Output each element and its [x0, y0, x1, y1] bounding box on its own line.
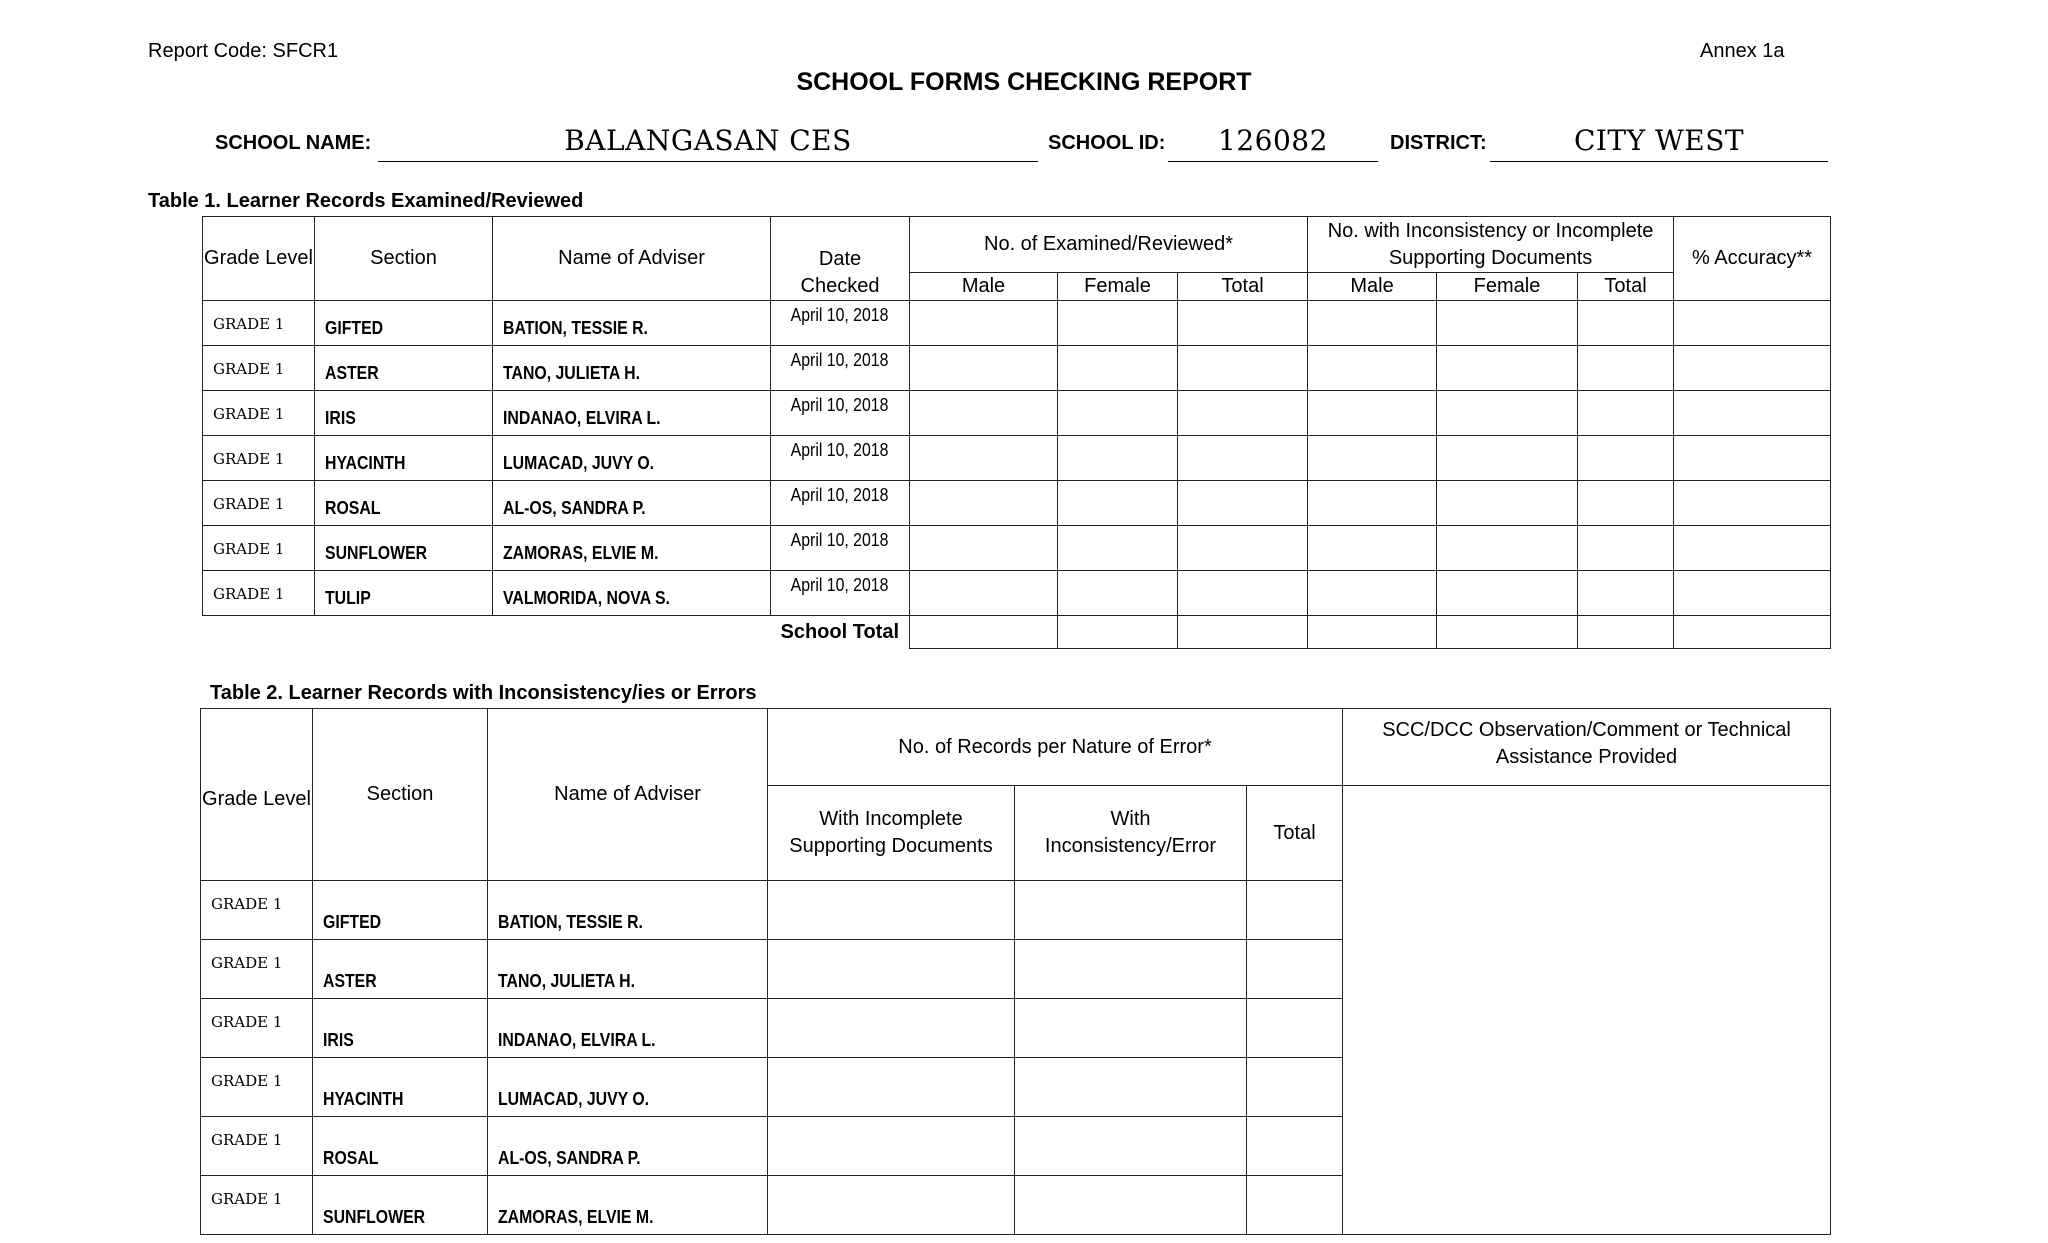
- empty-cell: [1674, 616, 1831, 649]
- empty-cell: [1308, 526, 1437, 571]
- table-row: [203, 481, 1831, 526]
- empty-cell: [1247, 999, 1343, 1058]
- empty-cell: [1578, 391, 1674, 436]
- adviser-cell: INDANAO, ELVIRA L.: [488, 999, 768, 1058]
- empty-cell: [1247, 881, 1343, 940]
- t2-header-inconsistency: With Inconsistency/Error: [1015, 786, 1247, 881]
- empty-cell: [910, 481, 1058, 526]
- empty-cell: [1178, 301, 1308, 346]
- adviser-cell: VALMORIDA, NOVA S.: [493, 571, 771, 616]
- empty-cell: [1308, 301, 1437, 346]
- table-row: [203, 571, 1831, 616]
- adviser-cell: INDANAO, ELVIRA L.: [493, 391, 771, 436]
- section-cell: GIFTED: [313, 881, 488, 940]
- table2-records-with-errors: [200, 708, 1831, 1235]
- empty-cell: [1058, 436, 1178, 481]
- empty-cell: [768, 999, 1015, 1058]
- adviser-cell: LUMACAD, JUVY O.: [493, 436, 771, 481]
- empty-cell: [1674, 391, 1831, 436]
- empty-cell: [1058, 481, 1178, 526]
- empty-cell: [910, 571, 1058, 616]
- date-cell: April 10, 2018: [771, 481, 910, 526]
- t1-header-accuracy: % Accuracy**: [1674, 217, 1831, 301]
- empty-cell: [1015, 940, 1247, 999]
- grade-cell: GRADE 1: [203, 571, 315, 616]
- empty-cell: [1437, 526, 1578, 571]
- adviser-cell: AL-OS, SANDRA P.: [493, 481, 771, 526]
- school-id-value: 126082: [1168, 124, 1378, 162]
- empty-cell: [1674, 481, 1831, 526]
- empty-cell: [1015, 1176, 1247, 1235]
- grade-cell: GRADE 1: [203, 346, 315, 391]
- empty-cell: [768, 1058, 1015, 1117]
- grade-cell: GRADE 1: [201, 999, 313, 1058]
- table-row: [203, 346, 1831, 391]
- t1-header-date-checked: Date Checked: [771, 217, 910, 301]
- district-value: CITY WEST: [1490, 124, 1828, 162]
- t2-header-observation: SCC/DCC Observation/Comment or Technical Assistance Provided: [1343, 709, 1831, 786]
- adviser-cell: BATION, TESSIE R.: [493, 301, 771, 346]
- empty-cell: [1437, 436, 1578, 481]
- empty-cell: [1308, 481, 1437, 526]
- empty-cell: [493, 616, 771, 649]
- empty-cell: [1178, 616, 1308, 649]
- empty-cell: [1247, 1117, 1343, 1176]
- section-cell: TULIP: [315, 571, 493, 616]
- t2-header-incomplete: With Incomplete Supporting Documents: [768, 786, 1015, 881]
- empty-cell: [1578, 481, 1674, 526]
- empty-cell: [1178, 571, 1308, 616]
- date-cell: April 10, 2018: [771, 526, 910, 571]
- section-cell: IRIS: [315, 391, 493, 436]
- table-row: [203, 391, 1831, 436]
- empty-cell: [1308, 571, 1437, 616]
- date-cell: April 10, 2018: [771, 436, 910, 481]
- empty-cell: [1674, 301, 1831, 346]
- t2-header-grade-level: Grade Level: [201, 709, 313, 881]
- empty-cell: [1437, 571, 1578, 616]
- table1-learner-records: [202, 216, 1831, 649]
- empty-cell: [1178, 481, 1308, 526]
- adviser-cell: BATION, TESSIE R.: [488, 881, 768, 940]
- empty-cell: [1058, 616, 1178, 649]
- section-cell: ROSAL: [313, 1117, 488, 1176]
- empty-cell: [910, 526, 1058, 571]
- adviser-cell: ZAMORAS, ELVIE M.: [488, 1176, 768, 1235]
- adviser-cell: LUMACAD, JUVY O.: [488, 1058, 768, 1117]
- empty-cell: [1437, 301, 1578, 346]
- t1-header-inconsistency: No. with Inconsistency or Incomplete Supporting Documents: [1308, 217, 1674, 273]
- t1-header-male: Male: [910, 273, 1058, 301]
- t1-header-adviser: Name of Adviser: [493, 217, 771, 301]
- school-id-label: SCHOOL ID:: [1048, 132, 1166, 154]
- t1-header-female: Female: [1437, 273, 1578, 301]
- empty-cell: [1015, 999, 1247, 1058]
- table2-caption: Table 2. Learner Records with Inconsistency/ies or Errors: [210, 682, 757, 704]
- empty-cell: [1058, 346, 1178, 391]
- table-row: [203, 436, 1831, 481]
- section-cell: HYACINTH: [315, 436, 493, 481]
- t1-header-examined: No. of Examined/Reviewed*: [910, 217, 1308, 273]
- school-total-row: [203, 616, 1831, 649]
- adviser-cell: TANO, JULIETA H.: [488, 940, 768, 999]
- report-code: Report Code: SFCR1: [148, 40, 339, 62]
- t1-header-female: Female: [1058, 273, 1178, 301]
- section-cell: HYACINTH: [313, 1058, 488, 1117]
- empty-cell: [1437, 346, 1578, 391]
- empty-cell: [1308, 436, 1437, 481]
- grade-cell: GRADE 1: [203, 391, 315, 436]
- empty-cell: [768, 940, 1015, 999]
- empty-cell: [1015, 1058, 1247, 1117]
- empty-cell: [768, 881, 1015, 940]
- empty-cell: [910, 301, 1058, 346]
- table1-caption: Table 1. Learner Records Examined/Reviewed: [148, 190, 584, 212]
- district-label: DISTRICT:: [1390, 132, 1487, 154]
- empty-cell: [1058, 526, 1178, 571]
- section-cell: ASTER: [315, 346, 493, 391]
- empty-cell: [1674, 571, 1831, 616]
- empty-cell: [1015, 1117, 1247, 1176]
- empty-cell: [1437, 391, 1578, 436]
- observation-area: [1343, 786, 1831, 1235]
- grade-cell: GRADE 1: [203, 301, 315, 346]
- grade-cell: GRADE 1: [201, 1176, 313, 1235]
- empty-cell: [1578, 436, 1674, 481]
- empty-cell: [1015, 881, 1247, 940]
- section-cell: SUNFLOWER: [313, 1176, 488, 1235]
- date-cell: April 10, 2018: [771, 346, 910, 391]
- empty-cell: [1178, 346, 1308, 391]
- section-cell: SUNFLOWER: [315, 526, 493, 571]
- empty-cell: [1308, 346, 1437, 391]
- t1-header-total: Total: [1178, 273, 1308, 301]
- grade-cell: GRADE 1: [201, 881, 313, 940]
- t1-header-grade-level: Grade Level: [203, 217, 315, 301]
- t2-header-section: Section: [313, 709, 488, 881]
- date-cell: April 10, 2018: [771, 301, 910, 346]
- adviser-cell: AL-OS, SANDRA P.: [488, 1117, 768, 1176]
- adviser-cell: ZAMORAS, ELVIE M.: [493, 526, 771, 571]
- empty-cell: [1058, 571, 1178, 616]
- empty-cell: [1178, 436, 1308, 481]
- empty-cell: [1578, 301, 1674, 346]
- empty-cell: [1578, 571, 1674, 616]
- grade-cell: GRADE 1: [201, 1117, 313, 1176]
- section-cell: GIFTED: [315, 301, 493, 346]
- empty-cell: [1247, 1058, 1343, 1117]
- empty-cell: [1308, 616, 1437, 649]
- empty-cell: [1437, 616, 1578, 649]
- empty-cell: [1578, 526, 1674, 571]
- empty-cell: [1578, 616, 1674, 649]
- empty-cell: [1308, 391, 1437, 436]
- empty-cell: [1578, 346, 1674, 391]
- empty-cell: [1058, 301, 1178, 346]
- t1-header-total: Total: [1578, 273, 1674, 301]
- empty-cell: [910, 616, 1058, 649]
- date-cell: April 10, 2018: [771, 391, 910, 436]
- empty-cell: [1247, 1176, 1343, 1235]
- annex-label: Annex 1a: [1700, 40, 1785, 62]
- t2-header-nature-of-error: No. of Records per Nature of Error*: [768, 709, 1343, 786]
- section-cell: IRIS: [313, 999, 488, 1058]
- empty-cell: [1674, 526, 1831, 571]
- grade-cell: GRADE 1: [203, 526, 315, 571]
- t2-header-total: Total: [1247, 786, 1343, 881]
- table-row: [203, 301, 1831, 346]
- empty-cell: [1247, 940, 1343, 999]
- page-title: SCHOOL FORMS CHECKING REPORT: [796, 68, 1252, 96]
- grade-cell: GRADE 1: [203, 436, 315, 481]
- empty-cell: [910, 346, 1058, 391]
- empty-cell: [203, 616, 315, 649]
- section-cell: ROSAL: [315, 481, 493, 526]
- school-total-label: School Total: [771, 616, 910, 649]
- empty-cell: [315, 616, 493, 649]
- grade-cell: GRADE 1: [201, 940, 313, 999]
- t2-header-adviser: Name of Adviser: [488, 709, 768, 881]
- grade-cell: GRADE 1: [201, 1058, 313, 1117]
- empty-cell: [1058, 391, 1178, 436]
- t1-header-male: Male: [1308, 273, 1437, 301]
- empty-cell: [1674, 436, 1831, 481]
- empty-cell: [1178, 391, 1308, 436]
- empty-cell: [1178, 526, 1308, 571]
- date-cell: April 10, 2018: [771, 571, 910, 616]
- empty-cell: [1674, 346, 1831, 391]
- empty-cell: [768, 1176, 1015, 1235]
- school-name-label: SCHOOL NAME:: [215, 132, 372, 154]
- empty-cell: [910, 436, 1058, 481]
- empty-cell: [910, 391, 1058, 436]
- empty-cell: [768, 1117, 1015, 1176]
- adviser-cell: TANO, JULIETA H.: [493, 346, 771, 391]
- t1-header-section: Section: [315, 217, 493, 301]
- grade-cell: GRADE 1: [203, 481, 315, 526]
- table-row: [203, 526, 1831, 571]
- school-name-value: BALANGASAN CES: [378, 124, 1038, 162]
- section-cell: ASTER: [313, 940, 488, 999]
- empty-cell: [1437, 481, 1578, 526]
